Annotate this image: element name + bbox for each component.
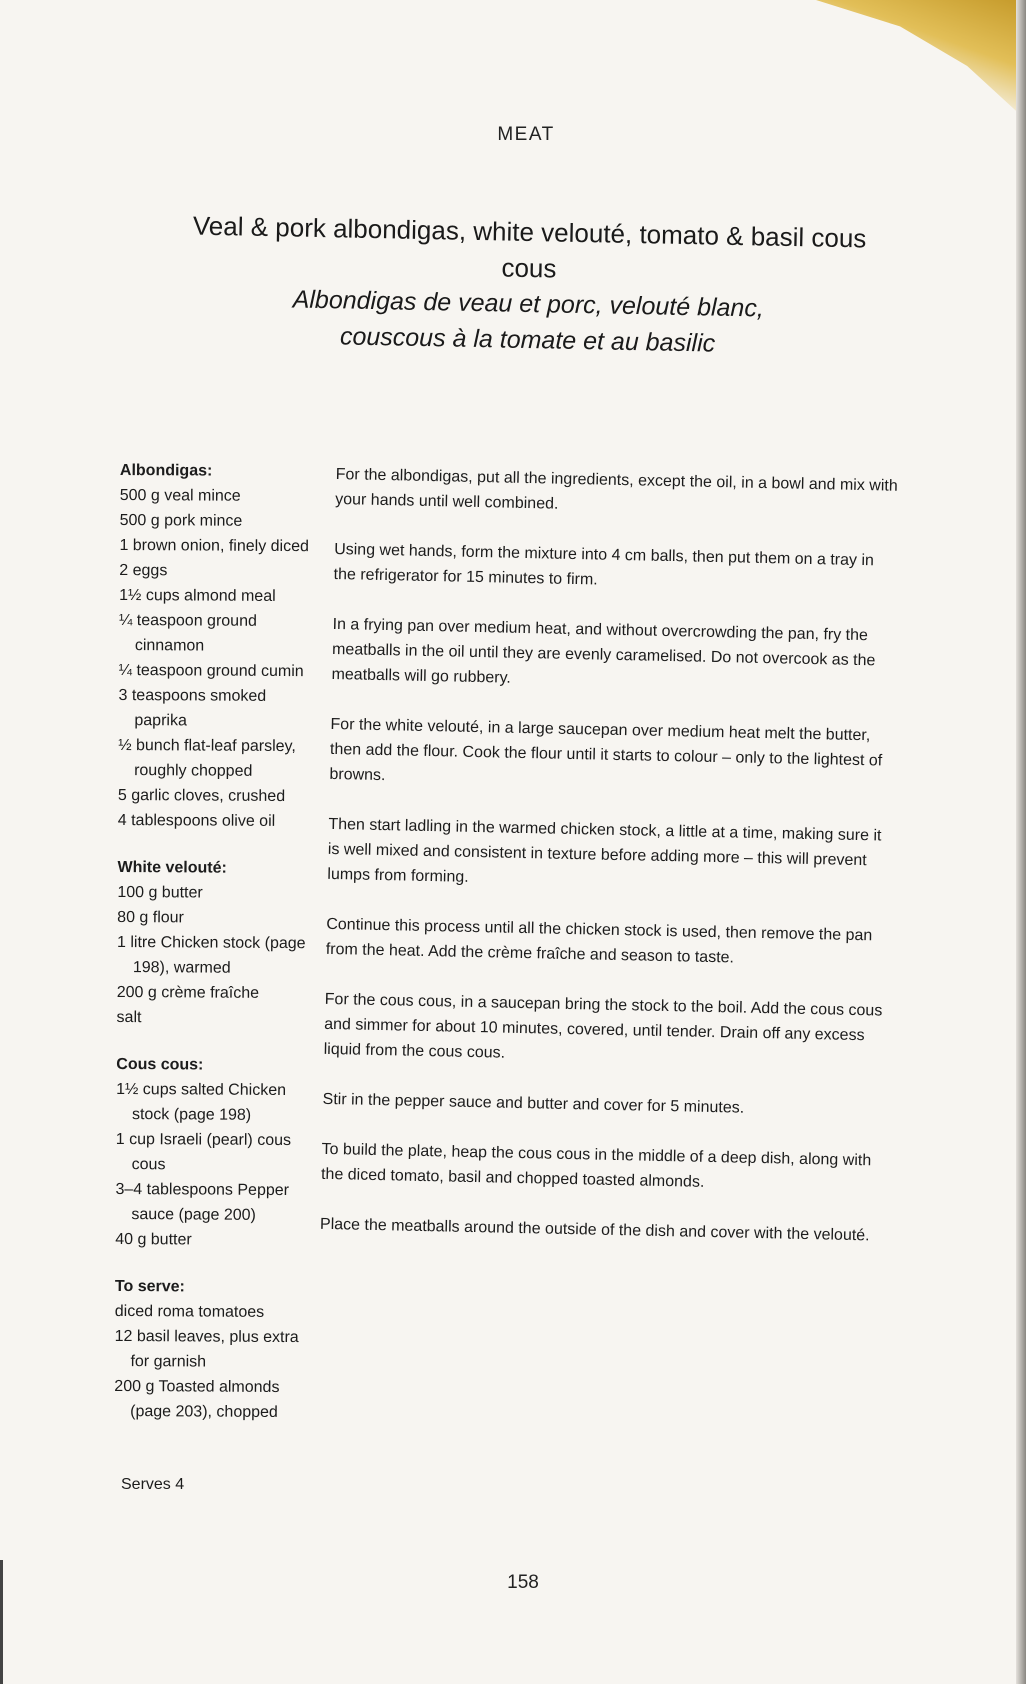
ingredient-item: 200 g crème fraîche bbox=[116, 983, 260, 1002]
ingredient-item: 2 eggs bbox=[119, 561, 168, 580]
method-step: In a frying pan over medium heat, and without overcrowding the pan, fry the meatballs in the oil until they are evenly caramelised. Do not overcook as the meatballs will go rubbery. bbox=[331, 615, 876, 687]
page-number: 158 bbox=[507, 1572, 539, 1593]
ingredient-group-couscous bbox=[115, 1052, 306, 1253]
ingredient-item: 3 teaspoons smoked paprika bbox=[118, 686, 267, 730]
method-step: Using wet hands, form the mixture into 4 cm balls, then put them on a tray in the refrigerator for 15 minutes to firm. bbox=[333, 540, 875, 589]
gold-corner-decoration bbox=[816, 0, 1026, 120]
ingredients-column bbox=[114, 458, 310, 1447]
ingredient-item: salt bbox=[116, 1008, 142, 1027]
ingredient-item: 1 litre Chicken stock (page 198), warmed bbox=[116, 933, 306, 977]
method-step: Place the meatballs around the outside of the dish and cover with the velouté. bbox=[319, 1215, 870, 1245]
ingredient-heading: Cous cous: bbox=[116, 1055, 204, 1074]
ingredient-item: 500 g pork mince bbox=[119, 511, 243, 530]
recipe-title-french-line2: couscous à la tomate et au basilic bbox=[339, 322, 716, 358]
method-step: For the cous cous, in a saucepan bring the stock to the boil. Add the cous cous and simmer for about 10 minutes, covered, until tender. Drain off any excess liquid from the cous cous. bbox=[323, 990, 883, 1062]
ingredient-group-albondigas bbox=[118, 458, 310, 834]
recipe-title bbox=[177, 207, 880, 364]
ingredient-item: 5 garlic cloves, crushed bbox=[117, 786, 286, 806]
ingredient-item: 1 cup Israeli (pearl) cous cous bbox=[115, 1130, 292, 1174]
ingredient-item: ¼ teaspoon ground cumin bbox=[118, 661, 304, 681]
ingredient-item: ¼ teaspoon ground cinnamon bbox=[118, 611, 257, 655]
method-step: Continue this process until all the chicken stock is used, then remove the pan from the heat. Add the crème fraîche and season to taste. bbox=[325, 915, 873, 967]
ingredient-heading: To serve: bbox=[114, 1277, 185, 1296]
ingredient-item: 12 basil leaves, plus extra for garnish bbox=[114, 1327, 299, 1371]
ingredient-group-to-serve bbox=[114, 1274, 305, 1425]
ingredient-heading: White velouté: bbox=[117, 858, 227, 877]
ingredient-list bbox=[118, 483, 310, 834]
recipe-title-french-line1: Albondigas de veau et porc, velouté blanc, bbox=[292, 285, 765, 323]
ingredient-group-veloute bbox=[117, 855, 308, 1031]
ingredient-item: 1½ cups salted Chicken stock (page 198) bbox=[116, 1080, 287, 1124]
serves-count: Serves 4 bbox=[121, 1476, 185, 1493]
ingredient-item: 1 brown onion, finely diced bbox=[119, 536, 309, 556]
ingredient-item: 40 g butter bbox=[115, 1230, 192, 1249]
ingredient-item: 1½ cups almond meal bbox=[119, 586, 276, 605]
section-header: MEAT bbox=[497, 124, 555, 145]
method-step: To build the plate, heap the cous cous in the middle of a deep dish, along with the diced tomato, basil and chopped toasted almonds. bbox=[320, 1140, 872, 1191]
ingredient-heading: Albondigas: bbox=[119, 461, 213, 480]
recipe-title-english: Veal & pork albondigas, white velouté, tomato & basil cous cous bbox=[192, 210, 867, 284]
ingredient-item: 4 tablespoons olive oil bbox=[117, 811, 276, 830]
ingredient-item: ½ bunch flat-leaf parsley, roughly chopped bbox=[118, 736, 296, 780]
ingredient-list bbox=[117, 880, 308, 1031]
method-step: For the albondigas, put all the ingredients, except the oil, in a bowl and mix with your hands until well combined. bbox=[335, 465, 898, 513]
ingredient-list bbox=[115, 1077, 306, 1253]
method-column bbox=[319, 462, 901, 1274]
method-step: Then start ladling in the warmed chicken stock, a little at a time, making sure it is well mixed and consistent in texture before adding more – this will prevent lumps from forming. bbox=[327, 815, 882, 886]
ingredient-item: 3–4 tablespoons Pepper sauce (page 200) bbox=[115, 1180, 290, 1224]
method-step: For the white velouté, in a large saucepan over medium heat melt the butter, then add the flour. Cook the flour until it starts to colour – only to the lightest of browns. bbox=[329, 715, 883, 785]
method-step: Stir in the pepper sauce and butter and cover for 5 minutes. bbox=[322, 1090, 745, 1117]
ingredient-item: 80 g flour bbox=[117, 908, 184, 927]
ingredient-item: 500 g veal mince bbox=[119, 486, 241, 505]
ingredient-item: 200 g Toasted almonds (page 203), chopped bbox=[114, 1377, 280, 1421]
page-edge bbox=[1016, 0, 1026, 1684]
ingredient-item: 100 g butter bbox=[117, 883, 203, 902]
ingredient-item: diced roma tomatoes bbox=[114, 1302, 265, 1321]
ingredient-list bbox=[114, 1299, 305, 1425]
